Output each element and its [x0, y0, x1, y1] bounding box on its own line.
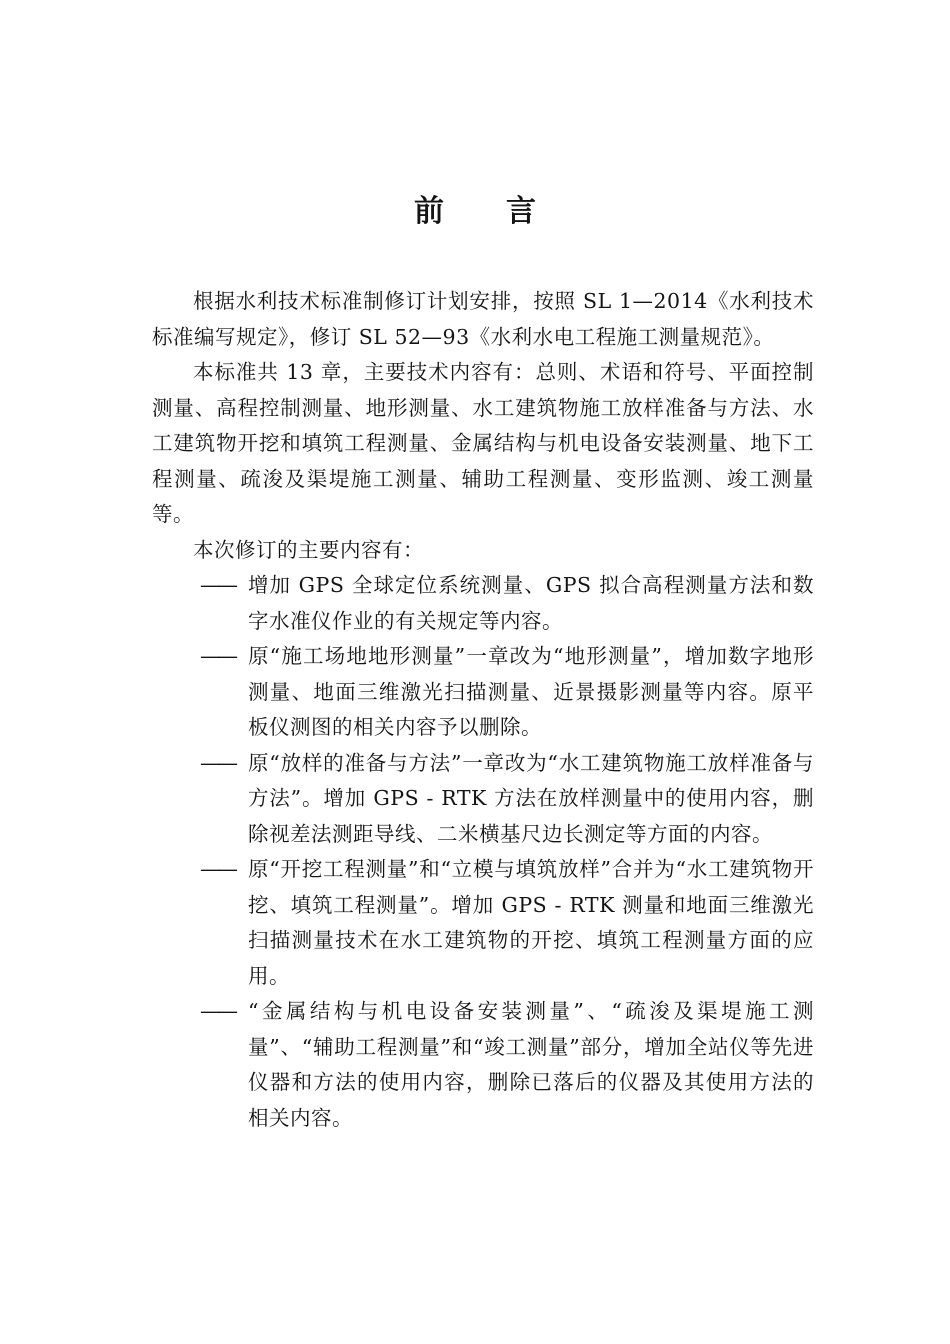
paragraph-basis: 根据水利技术标准制修订计划安排，按照 SL 1—2014《水利技术标准编写规定》，修订 SL 52—93《水利水电工程施工测量规范》。 [152, 289, 814, 349]
list-item-text: 原“放样的准备与方法”一章改为“水工建筑物施工放样准备与方法”。增加 GPS - RTK 方法在放样测量中的使用内容，删除视差法测距导线、二米横基尺边长测定等方面的内容。 [248, 750, 814, 846]
revision-list [152, 568, 814, 1136]
list-item [152, 994, 814, 1136]
paragraph-revisions-intro: 本次修订的主要内容有： [193, 537, 424, 562]
list-marker: —— [200, 999, 235, 1023]
paragraph-contents: 本标准共 13 章，主要技术内容有：总则、术语和符号、平面控制测量、高程控制测量、地形测量、水工建筑物施工放样准备与方法、水工建筑物开挖和填筑工程测量、金属结构与机电设备安装测量、地下工程测量、疏浚及渠堤施工测量、辅助工程测量、变形监测、竣工测量等。 [152, 360, 814, 526]
list-marker: —— [200, 644, 235, 668]
list-item [152, 746, 814, 853]
document-body [152, 284, 814, 1136]
list-item-text: 原“开挖工程测量”和“立模与填筑放样”合并为“水工建筑物开挖、填筑工程测量”。增加 GPS - RTK 测量和地面三维激光扫描测量技术在水工建筑物的开挖、填筑工程测量方面的应用。 [248, 857, 814, 988]
list-marker: —— [200, 573, 235, 597]
list-marker: —— [200, 750, 235, 775]
list-item-text: 原“施工场地地形测量”一章改为“地形测量”，增加数字地形测量、地面三维激光扫描测量、近景摄影测量等内容。原平板仪测图的相关内容予以删除。 [248, 644, 814, 739]
list-item [152, 852, 814, 994]
list-item-text: 增加 GPS 全球定位系统测量、GPS 拟合高程测量方法和数字水准仪作业的有关规定等内容。 [248, 573, 814, 633]
list-item [152, 568, 814, 639]
list-marker: —— [200, 857, 235, 881]
list-item-text: “金属结构与机电设备安装测量”、“疏浚及渠堤施工测量”、“辅助工程测量”和“竣工测量”部分，增加全站仪等先进仪器和方法的使用内容，删除已落后的仪器及其使用方法的相关内容。 [248, 999, 814, 1130]
list-item [152, 639, 814, 746]
page-title: 前言 [414, 194, 598, 229]
